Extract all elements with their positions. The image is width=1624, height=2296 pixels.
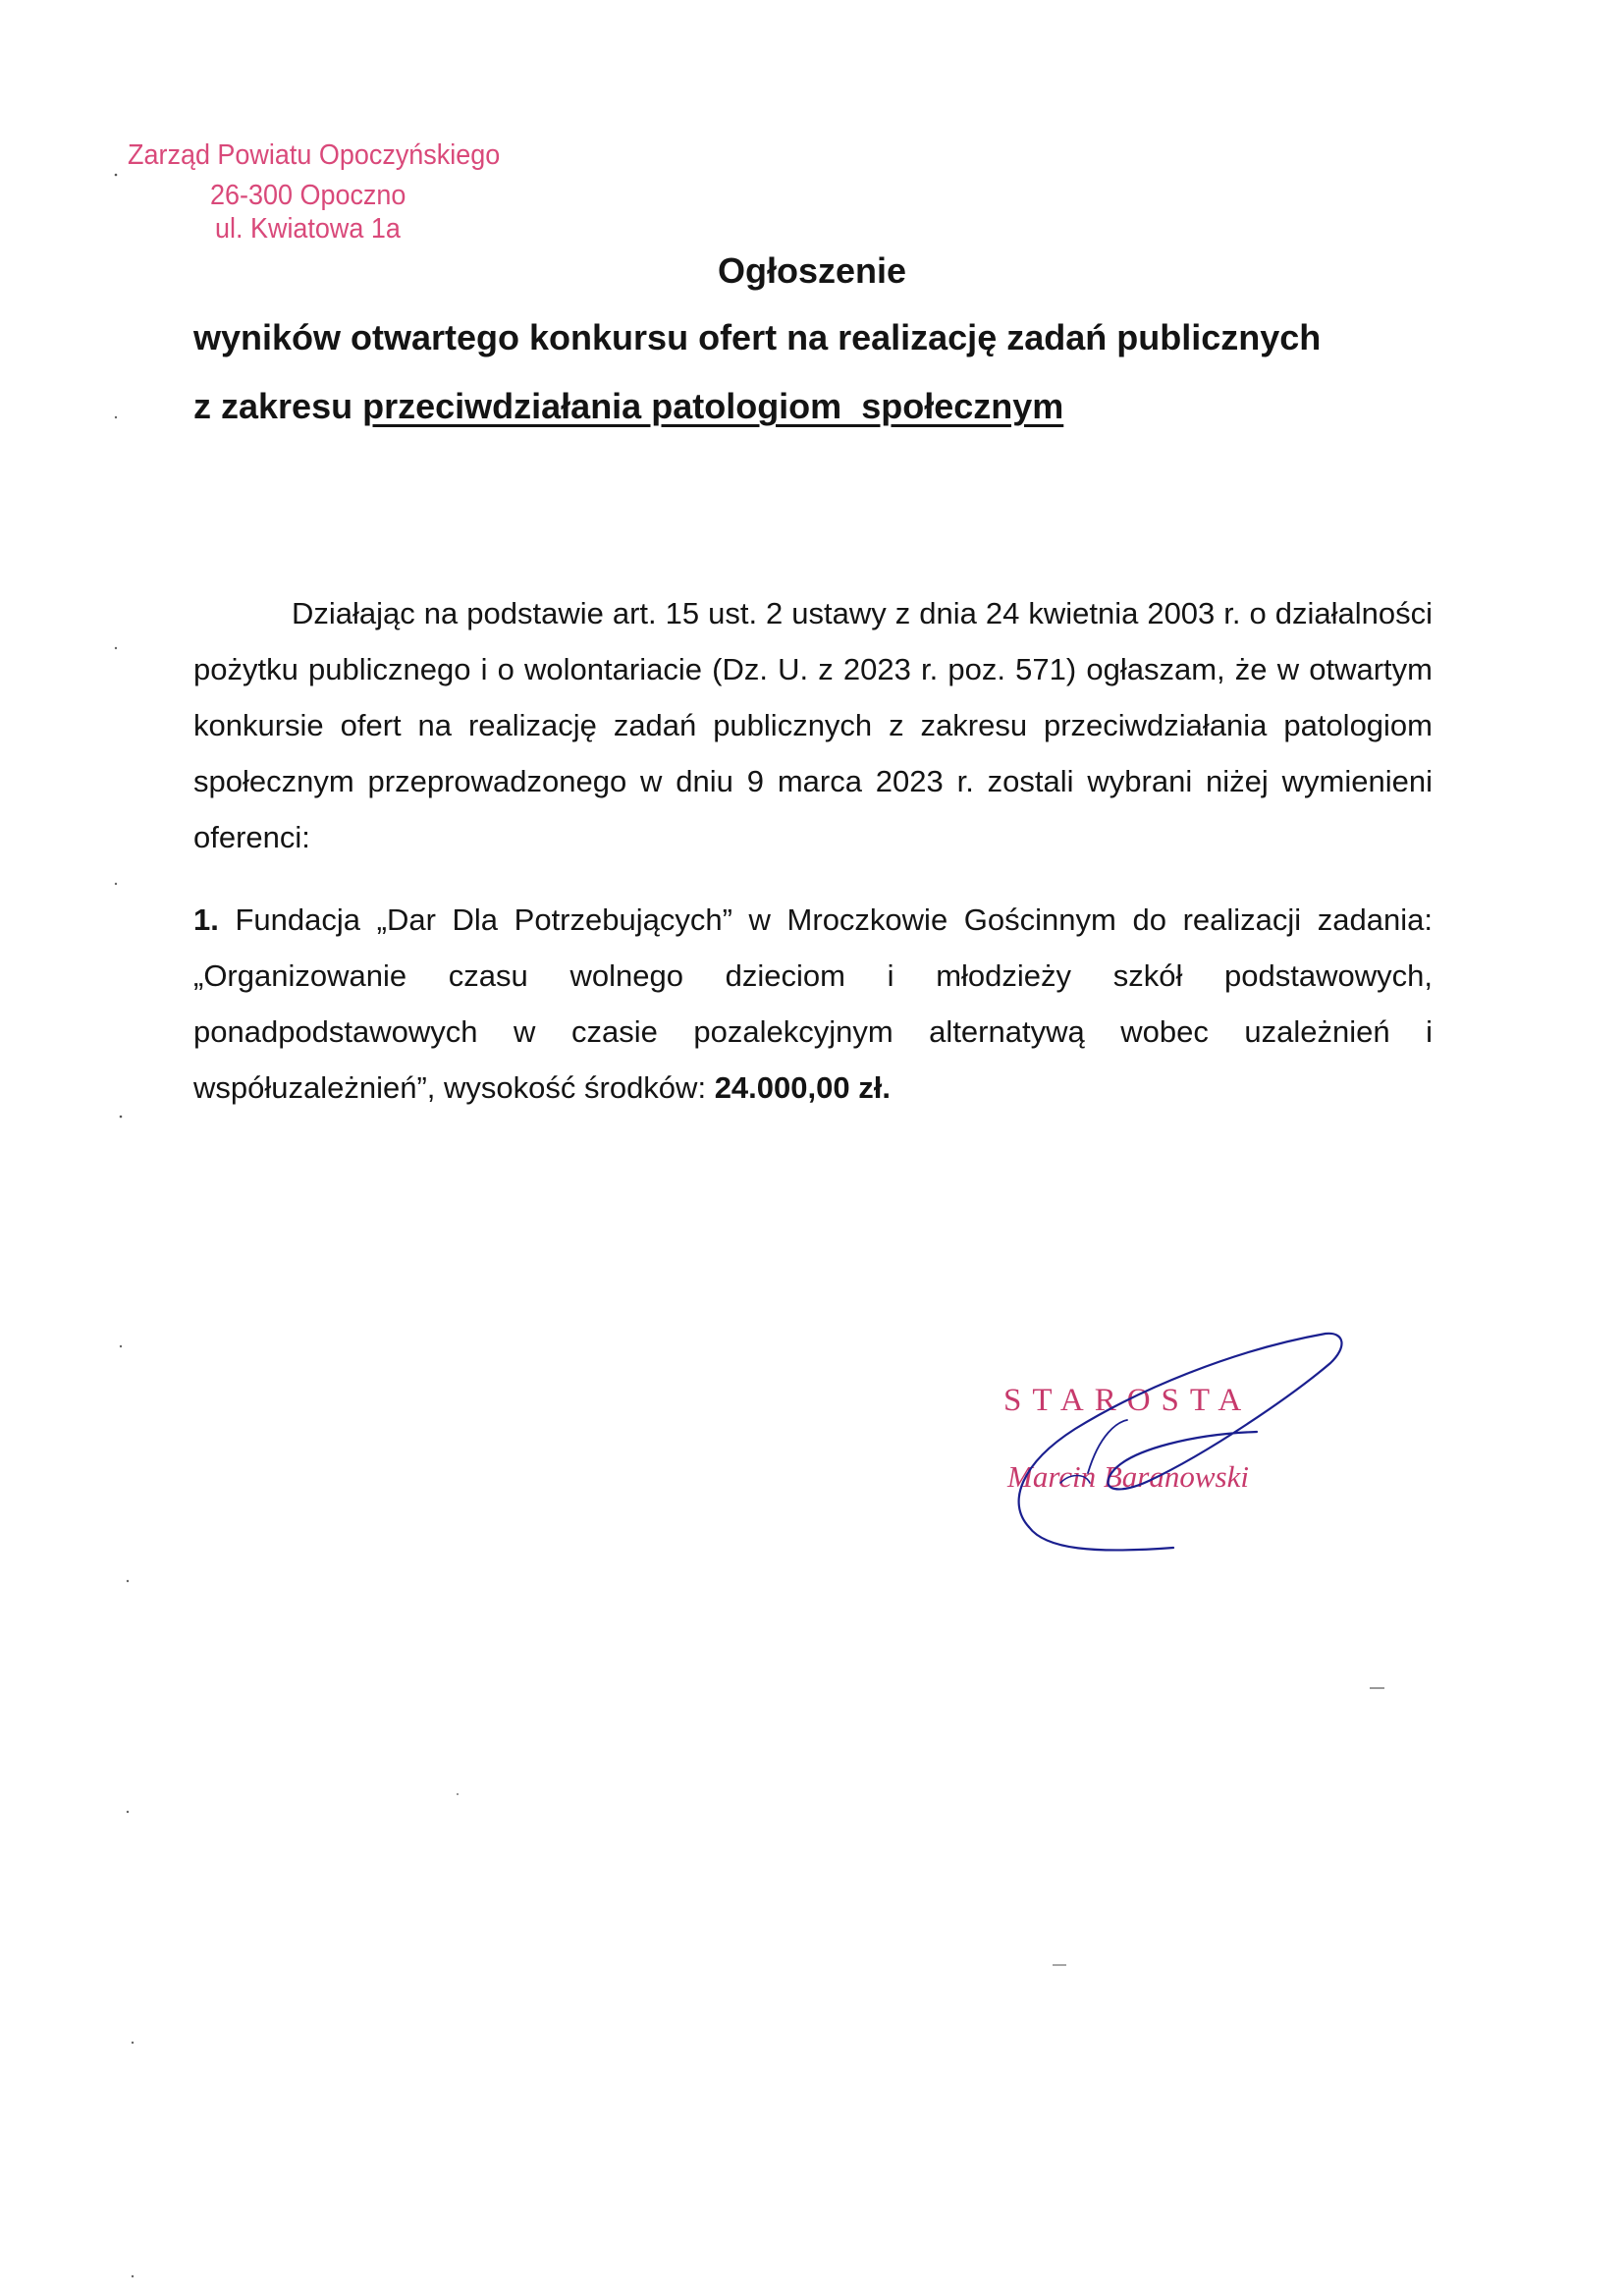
item-text: Fundacja „Dar Dla Potrzebujących” w Mroczkowie Gościnnym do realizacji zadania: „Organizowanie czasu wolnego dzieciom i młodzieży szkół podstawowych, ponadpodstawowych w czasie pozalekcyjnym alternatywą wobec uzależnień i współuzależnień”, wysokość środków: (193, 902, 1433, 1105)
subtitle-prefix: z zakresu (193, 386, 353, 426)
document-subtitle-line2 (193, 386, 1063, 427)
stamp-office-name: Zarząd Powiatu Opoczyńskiego (128, 139, 501, 171)
document-title: Ogłoszenie (717, 250, 907, 291)
winner-list-item (193, 892, 1433, 1116)
item-number: 1. (193, 902, 219, 937)
handwritten-signature (1001, 1326, 1355, 1561)
item-amount: 24.000,00 zł. (714, 1070, 891, 1105)
starosta-stamp-name: Marcin Baranowski (1007, 1459, 1249, 1494)
subtitle-underlined-topic: przeciwdziałania patologiom społecznym (362, 386, 1064, 426)
stamp-postal-code: 26-300 Opoczno (210, 180, 406, 211)
document-subtitle-line1: wyników otwartego konkursu ofert na realizację zadań publicznych (193, 317, 1322, 357)
stamp-street: ul. Kwiatowa 1a (215, 213, 401, 245)
starosta-stamp-title: STAROSTA (1003, 1383, 1253, 1418)
announcement-paragraph: Działając na podstawie art. 15 ust. 2 ustawy z dnia 24 kwietnia 2003 r. o działalności pożytku publicznego i o wolontariacie (Dz. U. z 2023 r. poz. 571) ogłaszam, że w otwartym konkursie ofert na realizację zadań publicznych z zakresu przeciwdziałania patologiom społecznym przeprowadzonego w dniu 9 marca 2023 r. zostali wybrani niżej wymienieni oferenci: (193, 596, 1433, 854)
